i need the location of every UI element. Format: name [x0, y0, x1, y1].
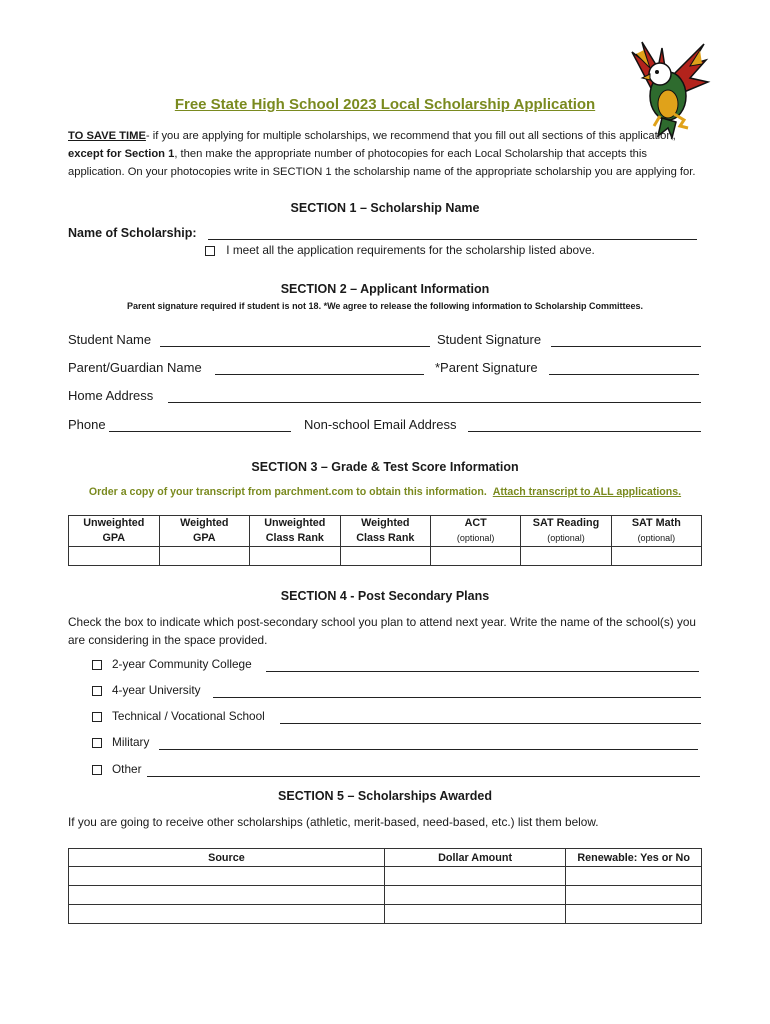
parent-name-field[interactable]	[215, 362, 424, 375]
grade-score-entry-row	[69, 547, 702, 566]
col-weighted-gpa: Weighted GPA	[159, 516, 249, 547]
home-address-field[interactable]	[168, 390, 701, 403]
plan-label: 4-year University	[112, 683, 201, 697]
transcript-note-a: Order a copy of your transcript from parchment.com to obtain this information.	[88, 486, 487, 498]
university-checkbox[interactable]	[92, 686, 102, 696]
military-checkbox[interactable]	[92, 738, 102, 748]
student-signature-label: Student Signature	[437, 332, 542, 347]
student-name-label: Student Name	[68, 332, 152, 347]
section-1-heading: SECTION 1 – Scholarship Name	[290, 201, 480, 215]
home-address-label: Home Address	[68, 388, 154, 403]
grade-score-table	[68, 515, 702, 566]
weighted-gpa-cell[interactable]	[159, 547, 249, 566]
plan-option-military	[92, 735, 149, 749]
dollar-amount-cell[interactable]	[384, 905, 565, 924]
requirement-row	[205, 243, 595, 257]
col-renewable: Renewable: Yes or No	[566, 849, 702, 867]
section-5-heading: SECTION 5 – Scholarships Awarded	[278, 789, 492, 803]
plan-label: 2-year Community College	[112, 657, 252, 671]
section-2-heading: SECTION 2 – Applicant Information	[280, 282, 490, 296]
section-5-instructions: If you are going to receive other scholarships (athletic, merit-based, need-based, etc.) list them below.	[68, 815, 599, 829]
unweighted-gpa-cell[interactable]	[69, 547, 160, 566]
col-dollar-amount: Dollar Amount	[384, 849, 565, 867]
community-college-checkbox[interactable]	[92, 660, 102, 670]
university-field[interactable]	[213, 685, 701, 698]
requirement-label: I meet all the application requirements for the scholarship listed above.	[226, 243, 595, 257]
other-checkbox[interactable]	[92, 765, 102, 775]
intro-paragraph	[68, 127, 698, 181]
phone-label: Phone	[68, 417, 106, 432]
parent-signature-label: *Parent Signature	[435, 360, 538, 375]
act-cell[interactable]	[431, 547, 521, 566]
technical-field[interactable]	[280, 711, 701, 724]
intro-text-1: - if you are applying for multiple scholarships, we recommend that you fill out all sections of this application,	[145, 130, 676, 142]
section-4-instructions: Check the box to indicate which post-secondary school you plan to attend next year. Write the name of the school(s) you are considering in the space provided.	[68, 615, 696, 647]
plan-option-community-college	[92, 657, 252, 671]
col-unweighted-rank: Unweighted Class Rank	[250, 516, 341, 547]
plan-label: Other	[112, 762, 142, 776]
col-act: ACT (optional)	[431, 516, 521, 547]
dollar-amount-cell[interactable]	[384, 886, 565, 905]
sat-reading-cell[interactable]	[521, 547, 611, 566]
col-sat-math: SAT Math (optional)	[611, 516, 701, 547]
source-cell[interactable]	[69, 905, 385, 924]
dollar-amount-cell[interactable]	[384, 867, 565, 886]
col-unweighted-gpa: Unweighted GPA	[69, 516, 160, 547]
student-signature-field[interactable]	[551, 334, 701, 347]
military-field[interactable]	[159, 737, 698, 750]
intro-text-2: , then make the appropriate number of photocopies for each Local Scholarship that accepts this application. On your photocopies write in SECTION 1 the scholarship name of the appropriate scholarship you are applying for.	[68, 148, 696, 178]
renewable-cell[interactable]	[566, 886, 702, 905]
hawk-mascot-logo	[622, 34, 714, 142]
source-cell[interactable]	[69, 867, 385, 886]
phone-field[interactable]	[109, 419, 291, 432]
table-row	[69, 886, 702, 905]
weighted-rank-cell[interactable]	[340, 547, 430, 566]
col-source: Source	[69, 849, 385, 867]
plan-label: Military	[112, 735, 150, 749]
plan-option-other	[92, 762, 142, 776]
scholarship-name-label: Name of Scholarship:	[68, 226, 197, 240]
student-name-field[interactable]	[160, 334, 430, 347]
intro-lead: TO SAVE TIME	[68, 130, 146, 142]
renewable-cell[interactable]	[566, 867, 702, 886]
email-field[interactable]	[468, 419, 701, 432]
technical-checkbox[interactable]	[92, 712, 102, 722]
col-sat-reading: SAT Reading (optional)	[521, 516, 611, 547]
scholarships-table	[68, 848, 702, 924]
scholarship-name-field[interactable]	[208, 227, 697, 240]
parent-signature-field[interactable]	[549, 362, 699, 375]
source-cell[interactable]	[69, 886, 385, 905]
table-row	[69, 867, 702, 886]
section-4-heading: SECTION 4 - Post Secondary Plans	[280, 589, 490, 603]
page-title: Free State High School 2023 Local Scholarship Application	[174, 96, 596, 113]
grade-score-header-row	[69, 516, 702, 547]
transcript-note-b: Attach transcript to ALL applications.	[492, 486, 682, 498]
table-row	[69, 905, 702, 924]
plan-option-university	[92, 683, 201, 697]
sat-math-cell[interactable]	[611, 547, 701, 566]
renewable-cell[interactable]	[566, 905, 702, 924]
email-label: Non-school Email Address	[304, 417, 457, 432]
other-field[interactable]	[147, 764, 700, 777]
col-weighted-rank: Weighted Class Rank	[340, 516, 430, 547]
intro-bold: except for Section 1	[68, 148, 175, 160]
section-3-heading: SECTION 3 – Grade & Test Score Information	[251, 460, 519, 474]
plan-option-technical	[92, 709, 265, 723]
transcript-note	[0, 486, 770, 498]
parent-name-label: Parent/Guardian Name	[68, 360, 202, 375]
scholarships-header-row	[69, 849, 702, 867]
unweighted-rank-cell[interactable]	[250, 547, 341, 566]
community-college-field[interactable]	[266, 659, 699, 672]
section-2-note: Parent signature required if student is not 18. *We agree to release the following information to Scholarship Committees.	[127, 301, 643, 311]
plan-label: Technical / Vocational School	[112, 709, 265, 723]
requirement-checkbox[interactable]	[205, 246, 215, 256]
